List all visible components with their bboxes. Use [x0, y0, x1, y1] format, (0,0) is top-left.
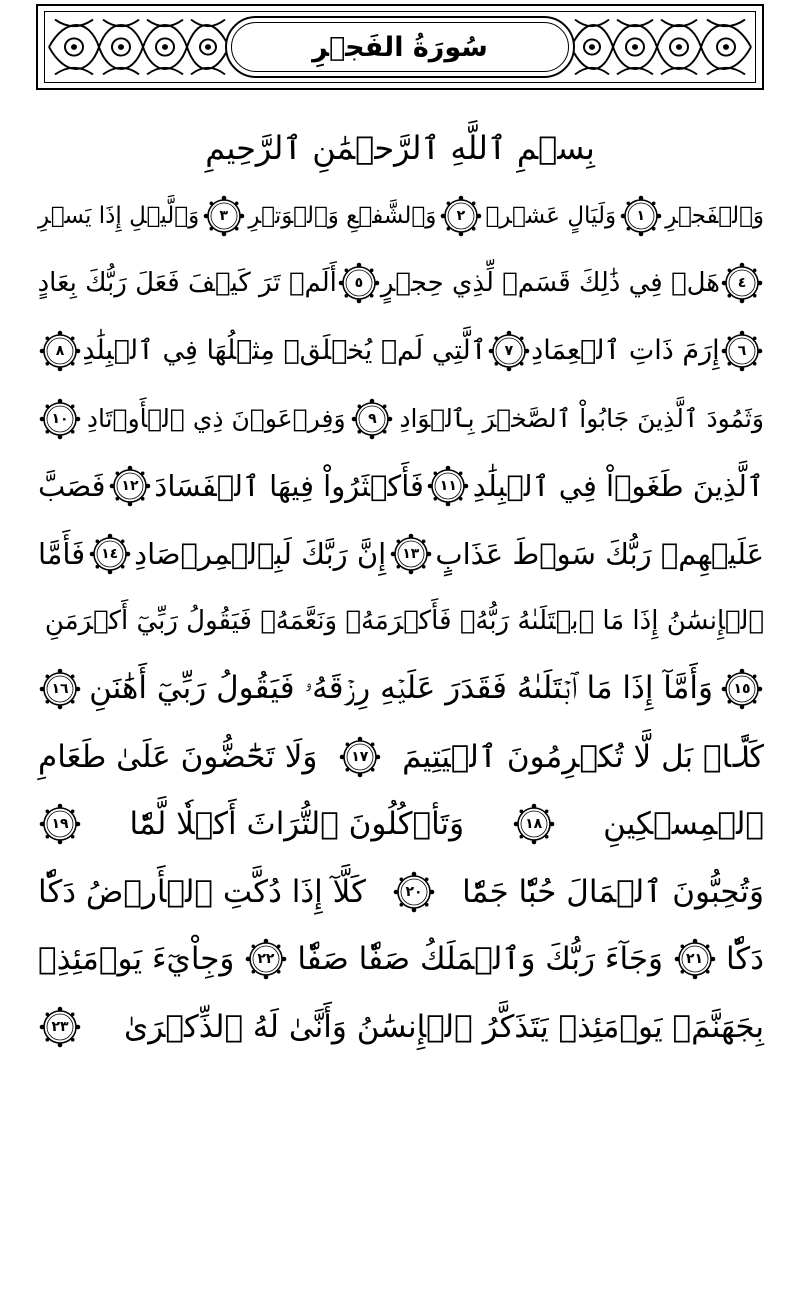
ayah-number-marker: [38, 1005, 82, 1049]
verse-text: وَلَا تَحَٰٓضُّونَ عَلَىٰ طَعَامِ: [38, 738, 318, 775]
ayah-number-marker: [88, 532, 132, 576]
ayah-number: ١٧: [351, 748, 369, 765]
ayah-number: ١٣: [402, 545, 420, 562]
ayah-number: ٢٣: [51, 1018, 69, 1035]
ayah-number: ١٥: [733, 680, 751, 697]
surah-header-inner-border: [44, 11, 756, 83]
verse-text: وَفِرۡعَوۡنَ ذِي ٱلۡأَوۡتَادِ: [86, 404, 346, 434]
ayah-number-marker: [720, 667, 764, 711]
ayah-number: ١: [636, 207, 645, 224]
ayah-number: ٦: [737, 342, 747, 359]
ayah-number-marker: [38, 667, 82, 711]
text-line: [38, 520, 764, 588]
ayah-number: ١٦: [51, 680, 69, 697]
ayah-number-marker: [389, 532, 433, 576]
ayah-number-marker: [392, 870, 436, 914]
text-line: [38, 588, 764, 656]
ayah-number: ١٤: [101, 545, 119, 562]
ayah-number: ٨: [55, 342, 65, 359]
verse-text: إِرَمَ ذَاتِ ٱلۡعِمَادِ: [531, 335, 720, 367]
surah-title: سُورَةُ الفَجۡرِ: [312, 31, 488, 63]
text-line: [38, 655, 764, 723]
ayah-number: ٩: [368, 410, 377, 427]
verse-text: ٱلَّذِينَ طَغَوۡاْ فِي ٱلۡبِلَٰدِ: [472, 469, 764, 504]
text-line: [38, 385, 764, 453]
verse-text: وَٱلشَّفۡعِ وَٱلۡوَتۡرِ: [248, 202, 437, 229]
verse-text: كَلَّاۖ بَل لَّا تُكۡرِمُونَ ٱلۡيَتِيمَ: [402, 738, 764, 775]
verse-text: ٱلۡمِسۡكِينِ: [603, 806, 764, 843]
ayah-number-marker: [720, 261, 764, 305]
ayah-number-marker: [673, 937, 717, 981]
verse-text: وَثَمُودَ ٱلَّذِينَ جَابُواْ ٱلصَّخۡرَ بِٱلۡوَادِ: [399, 404, 764, 434]
arabesque-ornament-left: [45, 12, 233, 82]
ayah-number-marker: [720, 329, 764, 373]
ayah-number-marker: [350, 397, 394, 441]
text-line: [38, 790, 764, 858]
verse-text: أَلَمۡ تَرَ كَيۡفَ فَعَلَ رَبُّكَ بِعَادٍ: [37, 268, 337, 299]
ayah-number-marker: [244, 937, 288, 981]
ayah-number: ١٩: [51, 816, 69, 833]
surah-title-cartouche: [225, 16, 575, 78]
ayah-number: ٢١: [685, 951, 704, 968]
verse-text: وَٱلۡفَجۡرِ: [665, 202, 764, 229]
ayah-number-marker: [38, 329, 82, 373]
basmala: بِسۡمِ ٱللَّهِ ٱلرَّحۡمَٰنِ ٱلرَّحِيمِ: [205, 129, 595, 167]
verse-text: وَأَمَّآ إِذَا مَا ٱبۡتَلَىٰهُ فَقَدَرَ عَلَيۡهِ رِزۡقَهُۥ فَيَقُولُ رَبِّيٓ أَهَٰنَنِ: [89, 670, 713, 707]
ayah-number: ٢٢: [257, 951, 275, 968]
ayah-number-marker: [337, 261, 381, 305]
verse-text: وَجَآءَ رَبُّكَ وَٱلۡمَلَكُ صَفّٗا صَفّٗا: [297, 941, 664, 978]
verse-text: كَلَّآ إِذَا دُكَّتِ ٱلۡأَرۡضُ دَكّٗا: [38, 873, 366, 910]
text-line: [38, 858, 764, 926]
ayah-number: ١١: [439, 478, 457, 495]
arabesque-ornament-right: [567, 12, 755, 82]
verse-text: دَكّٗا: [725, 941, 764, 978]
ayah-number: ١٢: [121, 478, 139, 495]
surah-header-frame: [36, 4, 764, 90]
ayah-number: ٢٠: [405, 883, 423, 900]
ayah-number: ١٠: [51, 410, 69, 427]
ayah-number: ٢: [456, 207, 466, 224]
verse-text: فَأَكۡثَرُواْ فِيهَا ٱلۡفَسَادَ: [154, 469, 424, 504]
verse-text: وَتَأۡكُلُونَ ٱلتُّرَاثَ أَكۡلٗا لَّمّٗا: [129, 806, 465, 843]
text-line: [38, 452, 764, 520]
text-line: [38, 926, 764, 994]
text-line: [38, 723, 764, 791]
verse-text: وَلَيَالٍ عَشۡرٖ: [485, 202, 617, 229]
ayah-number: ٧: [504, 342, 514, 359]
verse-text: هَلۡ فِي ذَٰلِكَ قَسَمٞ لِّذِي حِجۡرٍ: [380, 268, 720, 299]
ayah-number: ٤: [737, 275, 747, 292]
verse-text: وَتُحِبُّونَ ٱلۡمَالَ حُبّٗا جَمّٗا: [462, 873, 764, 910]
verse-text: وَجِاْيٓءَ يَوۡمَئِذِۭ: [38, 941, 235, 978]
ayah-number-marker: [439, 194, 483, 238]
ayah-number-marker: [426, 464, 470, 508]
text-line: [38, 250, 764, 318]
verse-text: إِنَّ رَبَّكَ لَبِٱلۡمِرۡصَادِ: [134, 536, 387, 571]
verse-text: وَٱلَّيۡلِ إِذَا يَسۡرِ: [38, 202, 200, 229]
text-line: [38, 182, 764, 250]
ayah-number: ١٨: [525, 816, 543, 833]
ayah-number-marker: [38, 802, 82, 846]
ayah-number: ٥: [354, 275, 364, 292]
ayah-number-marker: [202, 194, 246, 238]
ayah-number-marker: [108, 464, 152, 508]
verse-text: فَأَمَّا: [38, 536, 86, 571]
ayah-number-marker: [487, 329, 531, 373]
verse-text: عَلَيۡهِمۡ رَبُّكَ سَوۡطَ عَذَابٍ: [435, 536, 764, 571]
text-line: [38, 317, 764, 385]
ayah-number-marker: [619, 194, 663, 238]
verse-text: ٱلۡإِنسَٰنُ إِذَا مَا ٱبۡتَلَىٰهُ رَبُّهُۥ فَأَكۡرَمَهُۥ وَنَعَّمَهُۥ فَيَقُولُ رَبِّيٓ أَكۡرَمَنِ: [44, 606, 764, 637]
ayah-number: ٣: [219, 207, 229, 224]
ayah-number-marker: [38, 397, 82, 441]
verse-text: بِجَهَنَّمَۚ يَوۡمَئِذٖ يَتَذَكَّرُ ٱلۡإِنسَٰنُ وَأَنَّىٰ لَهُ ٱلذِّكۡرَىٰ: [124, 1008, 764, 1045]
text-line: [38, 993, 764, 1061]
ayah-number-marker: [338, 735, 382, 779]
ayah-number-marker: [512, 802, 556, 846]
verse-text: فَصَبَّ: [38, 469, 106, 504]
verse-text: ٱلَّتِي لَمۡ يُخۡلَقۡ مِثۡلُهَا فِي ٱلۡبِلَٰدِ: [82, 335, 487, 367]
quran-page-text: [38, 182, 764, 1061]
